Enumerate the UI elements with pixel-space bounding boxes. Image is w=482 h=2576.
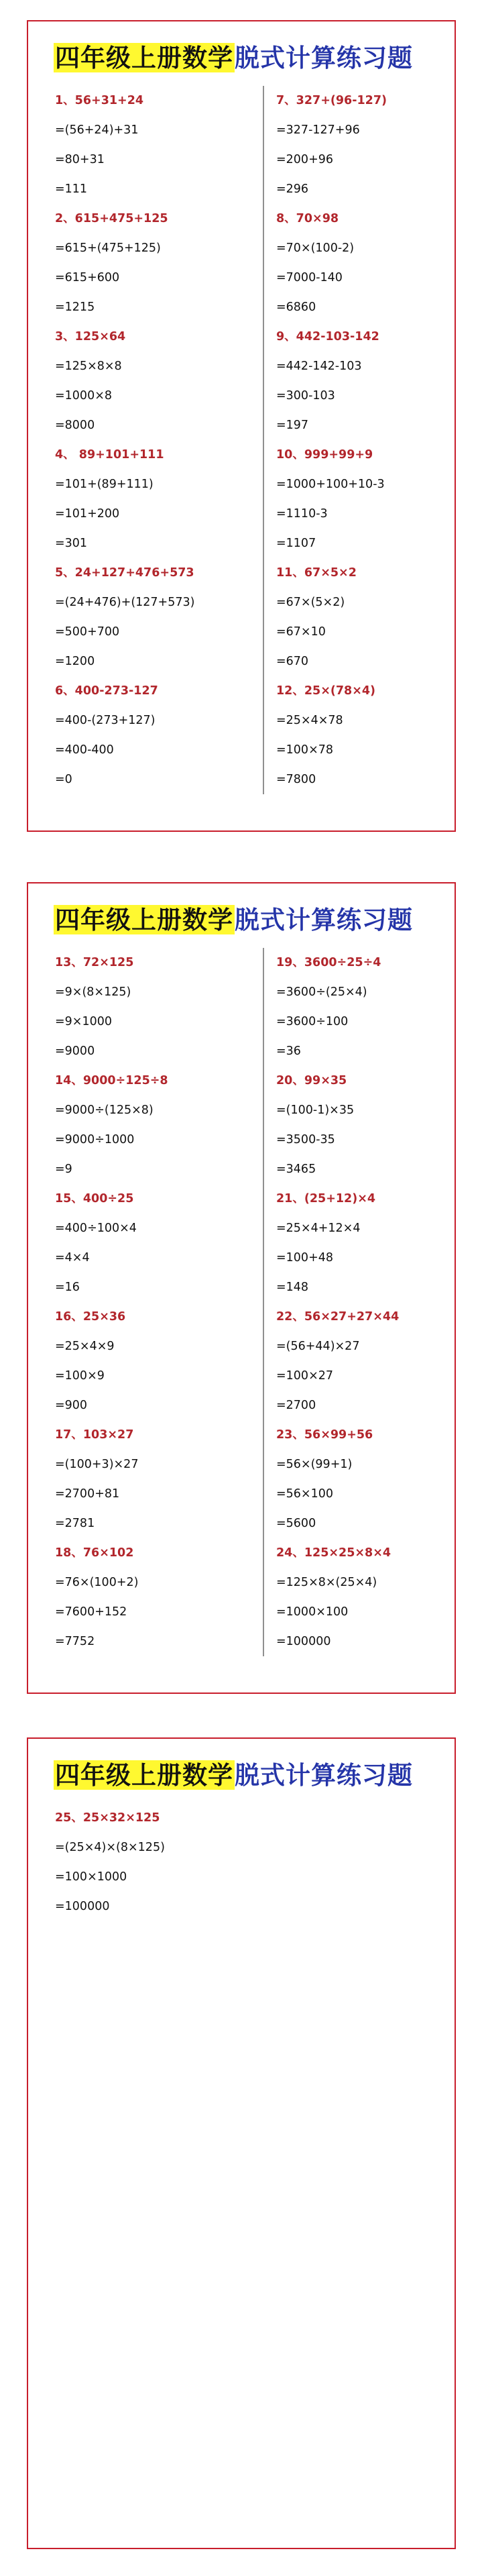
solution-step: =8000 [55, 419, 95, 432]
solution-step: =9×(8×125) [55, 985, 131, 999]
problem-column-left [55, 86, 249, 794]
worksheet-title [54, 1758, 413, 1792]
problem-expression: 14、9000÷125÷8 [55, 1074, 168, 1087]
problem-expression: 3、125×64 [55, 330, 126, 343]
problem-expression: 4、 89+101+111 [55, 448, 164, 462]
problem-expression: 19、3600÷25÷4 [276, 956, 381, 969]
solution-step: =80+31 [55, 153, 105, 166]
solution-step: =36 [276, 1044, 301, 1058]
title-highlight: 四年级上册数学 [55, 43, 233, 72]
problem-expression: 25、25×32×125 [55, 1811, 160, 1825]
solution-step: =3465 [276, 1163, 316, 1176]
solution-step: =100000 [276, 1635, 331, 1648]
solution-step: =7600+152 [55, 1605, 127, 1619]
title-subtitle: 脱式计算练习题 [235, 43, 413, 72]
problem-expression: 2、615+475+125 [55, 212, 168, 225]
solution-step: =(100-1)×35 [276, 1104, 355, 1117]
column-divider [263, 86, 264, 794]
problem-expression: 23、56×99+56 [276, 1428, 373, 1442]
title-highlight: 四年级上册数学 [55, 1760, 233, 1790]
column-divider [263, 948, 264, 1656]
solution-step: =296 [276, 182, 309, 196]
problem-column-left [55, 948, 249, 1656]
worksheet-title [54, 902, 413, 937]
solution-step: =1000+100+10-3 [276, 478, 385, 491]
solution-step: =615+600 [55, 271, 120, 284]
solution-step: =100×9 [55, 1369, 105, 1383]
solution-step: =100000 [55, 1900, 110, 1913]
solution-step: =0 [55, 773, 72, 786]
problem-expression: 7、327+(96-127) [276, 94, 387, 107]
problem-expression: 5、24+127+476+573 [55, 566, 194, 580]
solution-step: =615+(475+125) [55, 241, 161, 255]
solution-step: =400-400 [55, 743, 114, 757]
solution-step: =1000×8 [55, 389, 112, 402]
problem-expression: 11、67×5×2 [276, 566, 357, 580]
solution-step: =2700 [276, 1399, 316, 1412]
solution-step: =900 [55, 1399, 88, 1412]
title-highlight: 四年级上册数学 [55, 905, 233, 934]
worksheet-page-3 [27, 1737, 456, 2549]
solution-step: =25×4×9 [55, 1340, 115, 1353]
solution-step: =(100+3)×27 [55, 1458, 139, 1471]
solution-step: =400÷100×4 [55, 1222, 137, 1235]
problem-expression: 24、125×25×8×4 [276, 1546, 391, 1560]
worksheet-page-2 [27, 882, 456, 1694]
solution-step: =67×10 [276, 625, 326, 639]
problem-expression: 9、442-103-142 [276, 330, 379, 343]
solution-step: =7000-140 [276, 271, 343, 284]
solution-step: =3600÷(25×4) [276, 985, 367, 999]
solution-step: =56×(99+1) [276, 1458, 353, 1471]
solution-step: =101+200 [55, 507, 120, 521]
problem-expression: 1、56+31+24 [55, 94, 144, 107]
solution-step: =100×78 [276, 743, 333, 757]
solution-step: =2700+81 [55, 1487, 120, 1501]
solution-step: =(25×4)×(8×125) [55, 1841, 165, 1854]
problem-expression: 15、400÷25 [55, 1192, 134, 1205]
solution-step: =442-142-103 [276, 360, 362, 373]
problem-expression: 20、99×35 [276, 1074, 347, 1087]
solution-step: =670 [276, 655, 309, 668]
problem-expression: 10、999+99+9 [276, 448, 373, 462]
solution-step: =1110-3 [276, 507, 328, 521]
solution-step: =67×(5×2) [276, 596, 345, 609]
worksheet-page-1 [27, 20, 456, 832]
problem-expression: 6、400-273-127 [55, 684, 158, 698]
solution-step: =500+700 [55, 625, 120, 639]
problem-column-right [276, 948, 471, 1656]
problem-expression: 16、25×36 [55, 1310, 126, 1324]
solution-step: =76×(100+2) [55, 1576, 139, 1589]
solution-step: =2781 [55, 1517, 95, 1530]
solution-step: =(56+44)×27 [276, 1340, 360, 1353]
solution-step: =197 [276, 419, 309, 432]
solution-step: =(24+476)+(127+573) [55, 596, 195, 609]
problem-expression: 21、(25+12)×4 [276, 1192, 376, 1205]
problem-expression: 8、70×98 [276, 212, 339, 225]
solution-step: =101+(89+111) [55, 478, 154, 491]
problem-expression: 17、103×27 [55, 1428, 134, 1442]
solution-step: =400-(273+127) [55, 714, 156, 727]
solution-step: =4×4 [55, 1251, 90, 1265]
solution-step: =100+48 [276, 1251, 333, 1265]
solution-step: =200+96 [276, 153, 333, 166]
solution-step: =3500-35 [276, 1133, 335, 1146]
problem-expression: 13、72×125 [55, 956, 134, 969]
solution-step: =125×8×8 [55, 360, 122, 373]
solution-step: =100×27 [276, 1369, 333, 1383]
solution-step: =25×4×78 [276, 714, 343, 727]
solution-step: =327-127+96 [276, 123, 360, 137]
solution-step: =3600÷100 [276, 1015, 349, 1028]
solution-step: =125×8×(25×4) [276, 1576, 377, 1589]
solution-step: =9000÷(125×8) [55, 1104, 154, 1117]
solution-step: =7752 [55, 1635, 95, 1648]
solution-step: =16 [55, 1281, 80, 1294]
solution-step: =7800 [276, 773, 316, 786]
solution-step: =9 [55, 1163, 72, 1176]
problem-expression: 22、56×27+27×44 [276, 1310, 400, 1324]
problem-column-left [55, 1803, 249, 1921]
solution-step: =6860 [276, 301, 316, 314]
solution-step: =1107 [276, 537, 316, 550]
solution-step: =9000÷1000 [55, 1133, 135, 1146]
problem-column-right [276, 86, 471, 794]
title-subtitle: 脱式计算练习题 [235, 905, 413, 934]
solution-step: =100×1000 [55, 1870, 127, 1884]
solution-step: =5600 [276, 1517, 316, 1530]
problem-expression: 12、25×(78×4) [276, 684, 376, 698]
solution-step: =301 [55, 537, 88, 550]
solution-step: =1215 [55, 301, 95, 314]
title-subtitle: 脱式计算练习题 [235, 1760, 413, 1790]
solution-step: =(56+24)+31 [55, 123, 139, 137]
solution-step: =25×4+12×4 [276, 1222, 361, 1235]
solution-step: =111 [55, 182, 88, 196]
solution-step: =300-103 [276, 389, 335, 402]
solution-step: =1200 [55, 655, 95, 668]
solution-step: =9×1000 [55, 1015, 112, 1028]
solution-step: =148 [276, 1281, 309, 1294]
solution-step: =9000 [55, 1044, 95, 1058]
solution-step: =56×100 [276, 1487, 333, 1501]
problem-expression: 18、76×102 [55, 1546, 134, 1560]
solution-step: =70×(100-2) [276, 241, 355, 255]
worksheet-title [54, 40, 413, 75]
solution-step: =1000×100 [276, 1605, 349, 1619]
